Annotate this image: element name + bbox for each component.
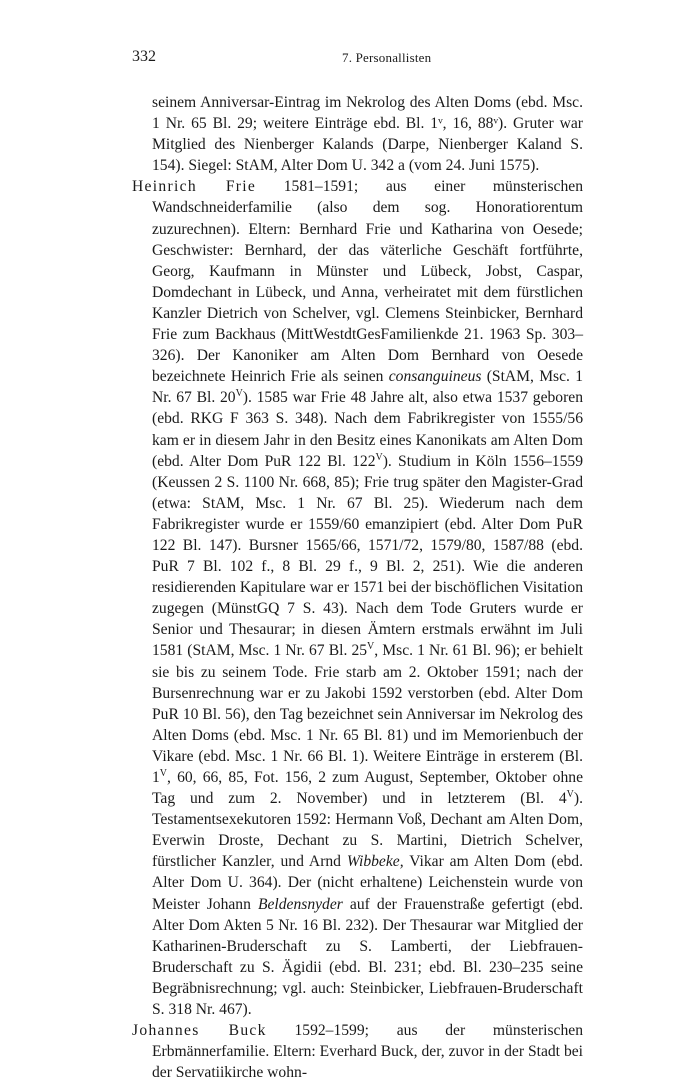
entry-text: 1592–1599; aus der münsterischen Erbmännerfamilie. Eltern: Everhard Buck, der, zuvor in der Stadt bei der Servatiikirche wohn- (152, 1022, 583, 1082)
page-header (132, 48, 582, 72)
entry-text-7: ). Testamentsexekutoren 1592: Hermann Voß, Dechant am Alten Dom, Everwin Droste, Dechant zu S. Martini, Dietrich Schelver, fürstlicher Kanzler, und Arnd (152, 790, 583, 871)
italic-term: consanguineus (388, 368, 482, 386)
page-number: 332 (132, 48, 156, 65)
entry-heinrich-frie (132, 176, 583, 1020)
italic-name: Wibbeke, (346, 853, 404, 871)
entry-text-9: auf der Frauenstraße gefertigt (ebd. Alter Dom Akten 5 Nr. 16 Bl. 232). Der Thesaurar war Mitglied der Katharinen-Bruderschaft zu S. Lamberti, der Liebfrauen-Bruderschaft zu S. Ägidii (ebd. Bl. 231; ebd. Bl. 230–235 seine Begräbnisrechnung; vgl. auch: Steinbicker, Liebfrauen-Bruderschaft S. 318 Nr. 467). (152, 895, 583, 1019)
superscript: V (159, 767, 168, 779)
superscript: V (235, 388, 243, 400)
entry-text-5: , Msc. 1 Nr. 61 Bl. 96); er behielt sie bis zu seinem Tode. Frie starb am 2. Oktober 1591; nach der Bursenrechnung war er zu Jakobi 1592 verstorben (ebd. Alter Dom PuR 10 Bl. 56), den Tag bezeichnet sein Anniversar im Nekrolog des Alten Doms (ebd. Msc. 1 Nr. 65 Bl. 81) und im Memorienbuch der Vikare (ebd. Msc. 1 Nr. 66 Bl. 1). Weitere Einträge in ersterem (Bl. 1 (152, 642, 583, 786)
entry-name: Heinrich Frie (132, 178, 257, 196)
body-text (132, 92, 583, 1083)
italic-name: Beldensnyder (257, 895, 343, 913)
entry-text-1: 1581–1591; aus einer münsterischen Wandschneiderfamilie (also dem sog. Honoratiorentum zuzurechnen). Eltern: Bernhard Frie und Katharina von Oesede; Geschwister: Bernhard, der das väterliche Geschäft fortführte, Georg, Kaufmann in Münster und Lübeck, Jobst, Caspar, Domdechant in Lübeck, und Anna, verheiratet mit dem fürstlichen Kanzler Dietrich von Schelver, vgl. Clemens Steinbicker, Bernhard Frie zum Backhaus (MittWestdtGesFamilienkde 21. 1963 Sp. 303–326). Der Kanoniker am Alten Dom Bernhard von Oesede bezeichnete Heinrich Frie als seinen (152, 178, 583, 386)
superscript: V (367, 641, 375, 653)
continuation-paragraph: seinem Anniversar-Eintrag im Nekrolog des Alten Doms (ebd. Msc. 1 Nr. 65 Bl. 29; weitere Einträge ebd. Bl. 1ᵛ, 16, 88ᵛ). Gruter war Mitglied des Nienberger Kalands (Darpe, Nienberger Kaland S. 154). Siegel: StAM, Alter Dom U. 342 a (vom 24. Juni 1575). (152, 94, 583, 175)
entry-text-3: ). 1585 war Frie 48 Jahre alt, also etwa 1537 geboren (ebd. RKG F 363 S. 348). Nach dem Fabrikregister von 1555/56 kam er in diesem Jahr in den Besitz eines Kanonikats am Alten Dom (ebd. Alter Dom PuR 122 Bl. 122 (152, 389, 583, 470)
entry-text-4: ). Studium in Köln 1556–1559 (Keussen 2 S. 1100 Nr. 668, 85); Frie trug später den Magister-Grad (etwa: StAM, Msc. 1 Nr. 67 Bl. 25). Wiederum nach dem Fabrikregister wurde er 1559/60 emanzipiert (ebd. Alter Dom PuR 122 Bl. 147). Bursner 1565/66, 1571/72, 1579/80, 1587/88 (ebd. PuR 7 Bl. 102 f., 8 Bl. 29 f., 9 Bl. 2, 251). Wie die anderen residierenden Kapitulare war er 1571 bei der bischöflichen Visitation zugegen (MünstGQ 7 S. 43). Nach dem Tode Gruters wurde er Senior und Thesaurar; in diesen Ämtern erstmals erwähnt im Juli 1581 (StAM, Msc. 1 Nr. 67 Bl. 25 (152, 452, 583, 660)
entry-text-6: , 60, 66, 85, Fot. 156, 2 zum August, September, Oktober ohne Tag und zum 2. November) und in letzterem (Bl. 4 (152, 769, 583, 808)
entry-name: Johannes Buck (132, 1022, 267, 1040)
entry-text-2: (StAM, Msc. 1 Nr. 67 Bl. 20 (152, 368, 584, 407)
entry-text-8: Vikar am Alten Dom (ebd. Alter Dom U. 364). Der (nicht erhaltene) Leichenstein wurde von Meister Johann (152, 853, 583, 913)
entry-johannes-buck (132, 1020, 583, 1083)
superscript: V (566, 788, 574, 800)
running-head: 7. Personallisten (342, 50, 432, 65)
superscript: V (375, 451, 383, 463)
